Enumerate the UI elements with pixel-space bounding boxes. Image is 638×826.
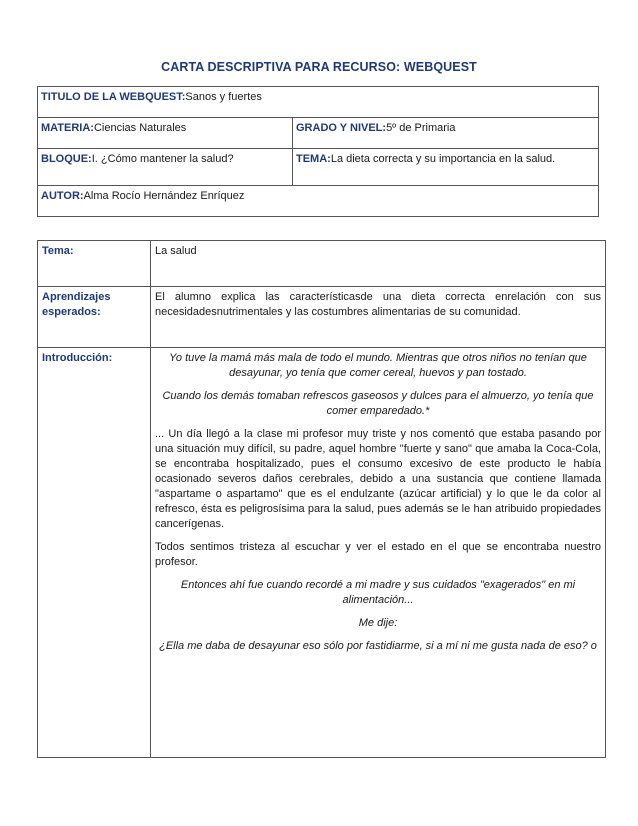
- grado-label: GRADO Y NIVEL:: [296, 122, 387, 134]
- intro-paragraph-6: Me dije:: [358, 617, 398, 629]
- intro-paragraph-4: Todos sentimos tristeza al escuchar y ver el estado en el que se encontraba nuestro profesor.: [155, 541, 601, 568]
- aprendizajes-value: El alumno explica las característicasde una dieta correcta enrelación con sus necesidadesnutrimentales y las costumbres alimentarias de su comunidad.: [151, 287, 606, 348]
- titulo-cell: [38, 87, 599, 118]
- bloque-value: I. ¿Cómo mantener la salud?: [91, 153, 234, 165]
- titulo-label: TITULO DE LA WEBQUEST:: [41, 91, 186, 103]
- materia-row: [38, 118, 599, 149]
- materia-value: Ciencias Naturales: [93, 122, 187, 134]
- intro-paragraph-1: Yo tuve la mamá más mala de todo el mundo. Mientras que otros niños no tenían que desayunar, yo tenía que comer cereal, huevos y pan tostado.: [169, 352, 587, 379]
- autor-label: AUTOR:: [41, 190, 84, 202]
- autor-row: [38, 186, 599, 217]
- bloque-cell: [38, 149, 293, 186]
- autor-value: Alma Rocío Hernández Enríquez: [83, 190, 245, 202]
- header-table: [37, 86, 599, 217]
- autor-cell: [38, 186, 599, 217]
- page-title: CARTA DESCRIPTIVA PARA RECURSO: WEBQUEST: [161, 60, 477, 74]
- tema-header-value: La dieta correcta y su importancia en la salud.: [330, 153, 556, 165]
- bloque-label: BLOQUE:: [41, 153, 92, 165]
- titulo-row: [38, 87, 599, 118]
- tema-header-label: TEMA:: [296, 153, 331, 165]
- tema-header-cell: [293, 149, 599, 186]
- grado-cell: [293, 118, 599, 149]
- materia-cell: [38, 118, 293, 149]
- grado-value: 5º de Primaria: [386, 122, 456, 134]
- aprendizajes-row: [38, 287, 606, 348]
- tema-label: Tema:: [38, 241, 151, 287]
- tema-row: [38, 241, 606, 287]
- tema-value: La salud: [151, 241, 606, 287]
- introduccion-row: [38, 348, 606, 758]
- intro-paragraph-5: Entonces ahí fue cuando recordé a mi madre y sus cuidados "exagerados" en mi alimentación...: [180, 579, 576, 606]
- aprendizajes-label: Aprendizajes esperados:: [38, 287, 151, 348]
- intro-paragraph-2: Cuando los demás tomaban refrescos gaseosos y dulces para el almuerzo, yo tenía que comer emparedado.*: [162, 390, 594, 417]
- introduccion-label: Introducción:: [38, 348, 151, 758]
- introduccion-body: [151, 348, 606, 758]
- intro-paragraph-3: ... Un día llegó a la clase mi profesor muy triste y nos comentó que estaba pasando por una situación muy difícil, su padre, aquel hombre "fuerte y sano" que amaba la Coca-Cola, se encontraba hospitalizado, pues el consumo excesivo de este producto le había ocasionado severos daños cerebrales, debido a una sustancia que contiene llamada "aspartame o aspartamo" que es el endulzante (azúcar artificial) y lo que le da color al refresco, ésta es peligrosísima para la salud, pues además se le han atribuido propiedades cancerígenas.: [155, 428, 601, 530]
- intro-paragraph-7: ¿Ella me daba de desayunar eso sólo por fastidiarme, si a mí ni me gusta nada de eso? o: [159, 640, 597, 652]
- materia-label: MATERIA:: [41, 122, 94, 134]
- titulo-value: Sanos y fuertes: [185, 91, 262, 103]
- bloque-row: [38, 149, 599, 186]
- content-table: [37, 240, 606, 758]
